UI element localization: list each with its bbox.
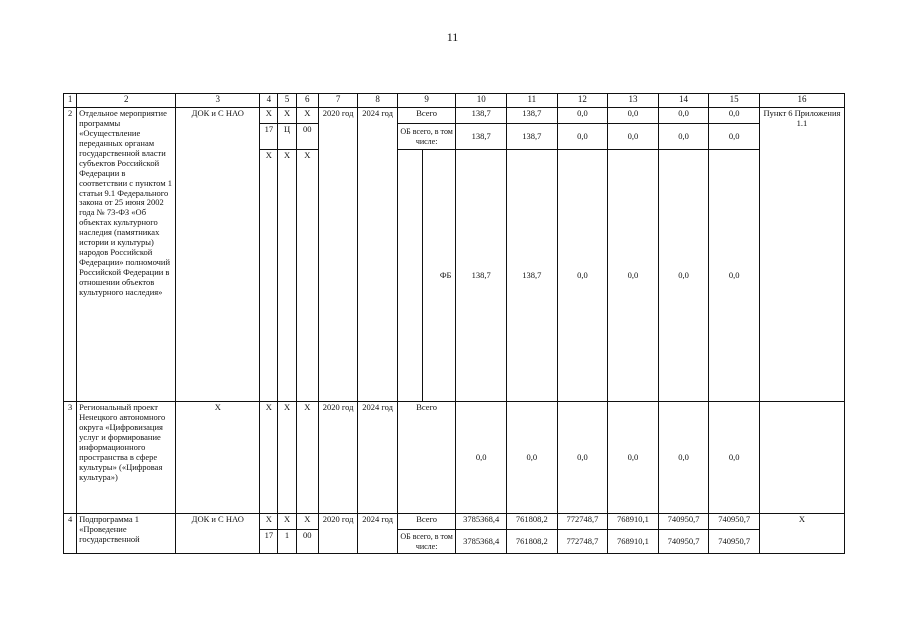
value-cell: 0,0 [658,108,709,124]
header-cell: 6 [296,94,318,108]
code-cell: Х [260,150,278,402]
value-cell: 740950,7 [658,514,709,530]
start-year: 2020 год [318,402,357,514]
end-year: 2024 год [358,402,397,514]
row-description: Подпрограмма 1 «Проведение государственной [77,514,176,554]
value-cell: 0,0 [608,150,659,402]
source-ob: ОБ всего, в том числе: [397,530,456,554]
code-cell: Х [260,514,278,530]
code-cell: Х [296,150,318,402]
value-cell: 0,0 [608,402,659,514]
program-table [63,93,845,554]
value-cell: 138,7 [456,150,507,402]
code-cell: Х [296,402,318,514]
value-cell: 138,7 [456,124,507,150]
source-ob: ОБ всего, в том числе: [397,124,456,150]
row-executor: Х [176,402,260,514]
value-cell: 138,7 [507,108,558,124]
value-cell: 0,0 [456,402,507,514]
header-cell: 3 [176,94,260,108]
value-cell: 772748,7 [557,530,608,554]
row-number: 2 [64,108,77,402]
value-cell: 0,0 [658,402,709,514]
source-total: Всего [397,514,456,530]
value-cell: 0,0 [608,108,659,124]
code-cell: Х [278,150,296,402]
value-cell: 0,0 [557,402,608,514]
code-cell: 17 [260,530,278,554]
value-cell: 740950,7 [709,514,760,530]
row-description: Региональный проект Ненецкого автономного округа «Цифровизация услуг и формирование информационного пространства в сфере культуры» («Цифровая культура») [77,402,176,514]
code-cell: 00 [296,124,318,150]
value-cell: 740950,7 [658,530,709,554]
value-cell: 0,0 [557,150,608,402]
code-cell: Ц [278,124,296,150]
value-cell: 3785368,4 [456,514,507,530]
value-cell: 0,0 [557,124,608,150]
start-year: 2020 год [318,514,357,554]
header-cell: 12 [557,94,608,108]
code-cell: Х [278,108,296,124]
source-fb: ФБ [423,150,456,402]
value-cell: 0,0 [507,402,558,514]
header-cell: 2 [77,94,176,108]
header-cell: 7 [318,94,357,108]
page-number: 11 [446,30,459,44]
column-number-row [64,94,845,108]
row-note: Х [759,514,844,554]
value-cell: 0,0 [709,150,760,402]
header-cell: 9 [397,94,456,108]
header-cell: 10 [456,94,507,108]
value-cell: 0,0 [658,150,709,402]
value-cell: 0,0 [557,108,608,124]
header-cell: 8 [358,94,397,108]
row-note: Пункт 6 Приложения 1.1 [759,108,844,402]
header-cell: 5 [278,94,296,108]
header-cell: 15 [709,94,760,108]
value-cell: 768910,1 [608,530,659,554]
header-cell: 16 [759,94,844,108]
value-cell: 0,0 [709,402,760,514]
value-cell: 772748,7 [557,514,608,530]
code-cell: 17 [260,124,278,150]
header-cell: 13 [608,94,659,108]
value-cell: 768910,1 [608,514,659,530]
code-cell: Х [260,108,278,124]
end-year: 2024 год [358,514,397,554]
header-cell: 4 [260,94,278,108]
code-cell: Х [260,402,278,514]
row-executor: ДОК и С НАО [176,108,260,402]
row-executor: ДОК и С НАО [176,514,260,554]
value-cell: 138,7 [456,108,507,124]
source-indent [397,150,422,402]
end-year: 2024 год [358,108,397,402]
code-cell: Х [296,514,318,530]
table-row [64,108,845,124]
code-cell: 00 [296,530,318,554]
source-total: Всего [397,108,456,124]
row-number: 4 [64,514,77,554]
row-number: 3 [64,402,77,514]
row-note [759,402,844,514]
code-cell: 1 [278,530,296,554]
code-cell: Х [278,514,296,530]
code-cell: Х [278,402,296,514]
value-cell: 740950,7 [709,530,760,554]
value-cell: 0,0 [658,124,709,150]
table-row [64,514,845,530]
header-cell: 14 [658,94,709,108]
row-description: Отдельное мероприятие программы «Осуществление переданных органам государственной власти субъектов Российской Федерации в соответствии с пунктом 1 статьи 9.1 Федерального закона от 25 июня 2002 года № 73-ФЗ «Об объектах культурного наследия (памятниках истории и культуры) народов Российской Федерации» полномочий Российской Федерации в отношении объектов культурного наследия» [77,108,176,402]
table-row [64,402,845,514]
value-cell: 0,0 [709,124,760,150]
value-cell: 0,0 [709,108,760,124]
value-cell: 761808,2 [507,514,558,530]
value-cell: 138,7 [507,124,558,150]
code-cell: Х [296,108,318,124]
header-cell: 11 [507,94,558,108]
value-cell: 138,7 [507,150,558,402]
value-cell: 0,0 [608,124,659,150]
header-cell: 1 [64,94,77,108]
value-cell: 3785368,4 [456,530,507,554]
start-year: 2020 год [318,108,357,402]
source-total: Всего [397,402,456,514]
value-cell: 761808,2 [507,530,558,554]
